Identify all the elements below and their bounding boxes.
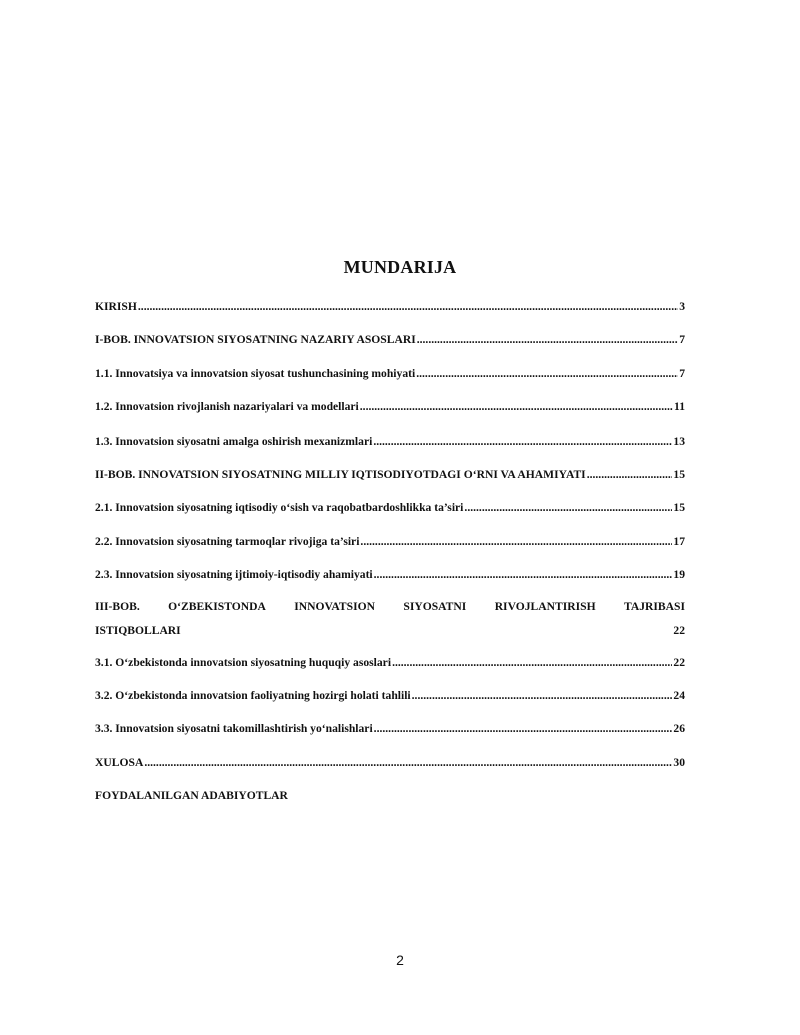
toc-entry-chapter-2[interactable] (95, 468, 685, 482)
dot-leader (464, 501, 672, 515)
toc-entry-chapter-1[interactable] (95, 333, 685, 347)
toc-entry-page: 22 (673, 624, 685, 637)
toc-entry-label: 2.2. Innovatsion siyosatning tarmoqlar rivojiga ta’siri (95, 535, 360, 548)
toc-entry-page: 13 (673, 435, 685, 448)
toc-entry-3-2[interactable] (95, 689, 685, 703)
toc-entry-page: 30 (673, 756, 685, 769)
toc-entry-kirish[interactable] (95, 300, 685, 314)
toc-entry-label: 3.3. Innovatsion siyosatni takomillashtirish yo‘nalishlari (95, 722, 373, 735)
toc-entry-2-2[interactable] (95, 535, 685, 549)
toc-entry-label: 3.1. O‘zbekistonda innovatsion siyosatning huquqiy asoslari (95, 656, 392, 669)
toc-entry-page: 7 (679, 333, 685, 346)
dot-leader (360, 400, 673, 414)
chapter-3-word: RIVOJLANTIRISH (494, 600, 596, 613)
toc-entry-label: 1.3. Innovatsion siyosatni amalga oshirish mexanizmlari (95, 435, 373, 448)
chapter-3-word: III-BOB. (95, 600, 140, 613)
chapter-3-title-line (95, 595, 685, 619)
dot-leader (392, 656, 672, 670)
toc-entry-1-2[interactable] (95, 400, 685, 414)
toc-entry-page: 15 (673, 501, 685, 514)
dot-leader (138, 300, 678, 314)
toc-entry-chapter-3[interactable] (95, 595, 685, 643)
toc-entry-page: 15 (673, 468, 685, 481)
toc-entry-label: 2.1. Innovatsion siyosatning iqtisodiy o‘sish va raqobatbardoshlikka ta’siri (95, 501, 464, 514)
toc-entry-page: 11 (674, 400, 685, 413)
chapter-3-word: INNOVATSION (294, 600, 375, 613)
toc-entry-xulosa[interactable] (95, 756, 685, 770)
toc-entry-label: 1.1. Innovatsiya va innovatsion siyosat tushunchasining mohiyati (95, 367, 416, 380)
dot-leader (417, 333, 678, 347)
toc-entry-1-3[interactable] (95, 435, 685, 449)
chapter-3-word: O‘ZBEKISTONDA (168, 600, 266, 613)
dot-leader (374, 722, 673, 736)
toc-entry-3-3[interactable] (95, 722, 685, 736)
dot-leader (374, 568, 673, 582)
dot-leader (416, 367, 678, 381)
dot-leader (360, 535, 672, 549)
toc-entry-page: 17 (673, 535, 685, 548)
dot-leader (373, 435, 672, 449)
toc-entry-label: XULOSA (95, 756, 144, 769)
toc-entry-page: 3 (679, 300, 685, 313)
toc-entry-page: 19 (673, 568, 685, 581)
page-number: 2 (396, 952, 404, 968)
toc-entry-label: KIRISH (95, 300, 137, 313)
toc-entry-2-1[interactable] (95, 501, 685, 515)
page-title: MUNDARIJA (343, 257, 457, 277)
toc-entry-label: II-BOB. INNOVATSION SIYOSATNING MILLIY IQTISODIYOTDAGI O‘RNI VA AHAMIYATI (95, 468, 586, 481)
chapter-3-word: TAJRIBASI (623, 600, 685, 613)
toc-entry-3-1[interactable] (95, 656, 685, 670)
toc-entry-label: ISTIQBOLLARI (95, 624, 181, 637)
toc-entry-label: I-BOB. INNOVATSION SIYOSATNING NAZARIY ASOSLARI (95, 333, 416, 346)
toc-entry-1-1[interactable] (95, 367, 685, 381)
toc-entry-label: 2.3. Innovatsion siyosatning ijtimoiy-iqtisodiy ahamiyati (95, 568, 373, 581)
toc-entry-page: 24 (673, 689, 685, 702)
toc-entry-label: 3.2. O‘zbekistonda innovatsion faoliyatning hozirgi holati tahlili (95, 689, 411, 702)
toc-entry-2-3[interactable] (95, 568, 685, 582)
toc-entry-label: 1.2. Innovatsion rivojlanish nazariyalari va modellari (95, 400, 359, 413)
toc-entry-page: 7 (679, 367, 685, 380)
chapter-3-word: SIYOSATNI (403, 600, 467, 613)
toc-entry-page: 22 (673, 656, 685, 669)
toc-entry-label: FOYDALANILGAN ADABIYOTLAR (95, 789, 288, 802)
dot-leader (412, 689, 673, 703)
toc-entry-references[interactable] (95, 789, 685, 803)
dot-leader (144, 756, 672, 770)
chapter-3-second-line (95, 619, 685, 643)
toc-entry-page: 26 (673, 722, 685, 735)
dot-leader (587, 468, 673, 482)
